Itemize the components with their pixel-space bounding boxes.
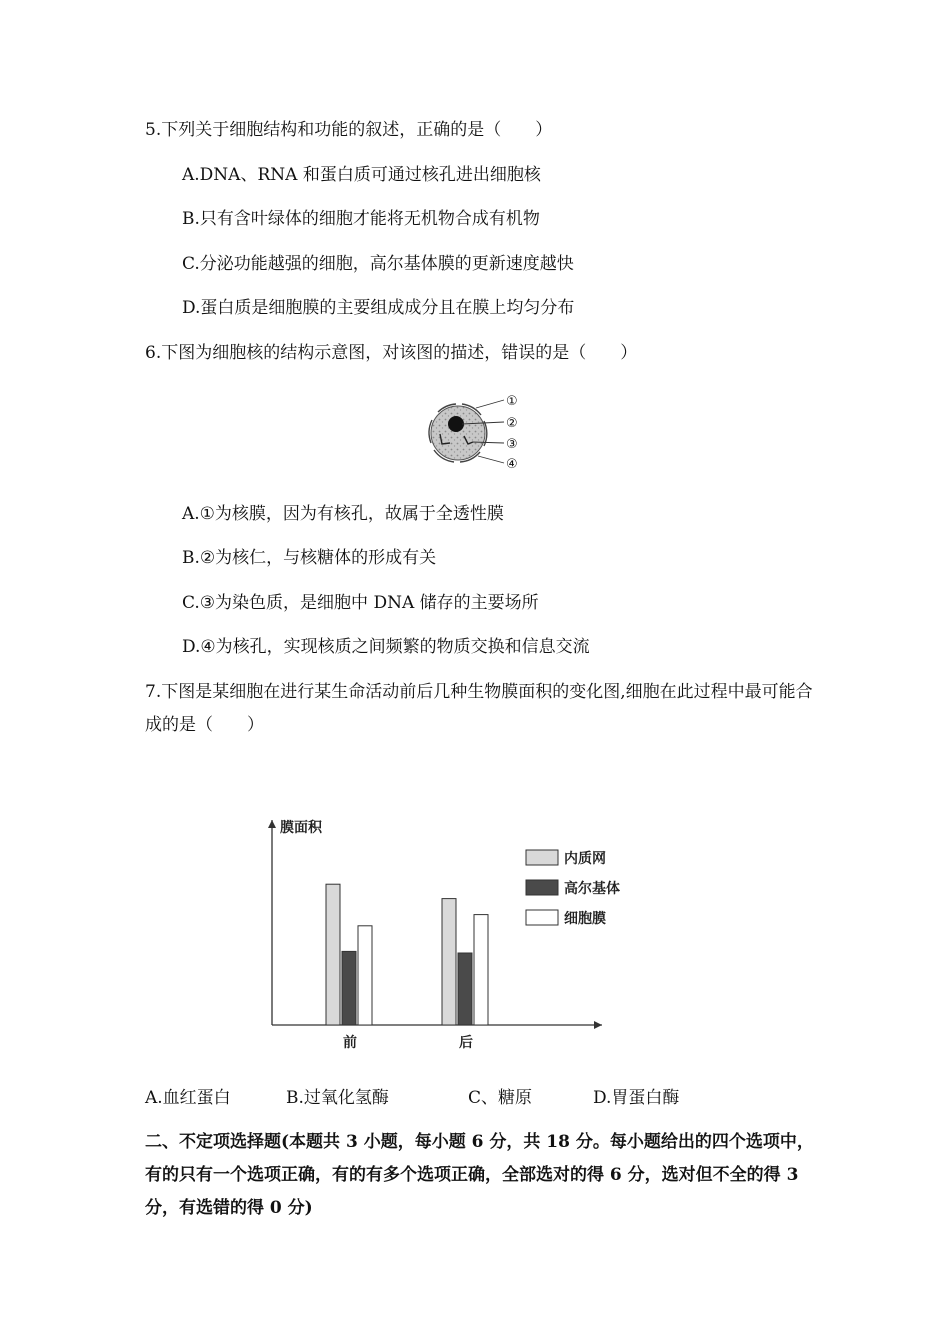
nucleus-diagram bbox=[420, 388, 540, 478]
x-axis-arrow bbox=[594, 1021, 602, 1029]
figure-label-3: ③ bbox=[506, 437, 518, 452]
section2-heading: 二、不定项选择题(本题共 3 小题，每小题 6 分，共 18 分。每小题给出的四个选项中，有的只有一个选项正确，有的有多个选项正确，全部选对的得 6 分，选对但不全的得 3 分，有选错的得 0 分) bbox=[145, 1132, 814, 1218]
q5-stem: 5.下列关于细胞结构和功能的叙述，正确的是（ ） bbox=[145, 120, 553, 140]
q7-option-c: C、糖原 bbox=[468, 1088, 533, 1108]
figure-label-1: ① bbox=[506, 394, 518, 409]
figure-label-2: ② bbox=[506, 416, 518, 431]
q6-option-d: D.④为核孔，实现核质之间频繁的物质交换和信息交流 bbox=[182, 637, 590, 657]
legend-swatch-高尔基体 bbox=[526, 880, 558, 895]
bar-细胞膜-后 bbox=[474, 915, 488, 1025]
x-tick-label-前: 前 bbox=[343, 1035, 357, 1051]
legend-swatch-内质网 bbox=[526, 850, 558, 865]
q6-option-c: C.③为染色质，是细胞中 DNA 储存的主要场所 bbox=[182, 593, 539, 613]
q7-option-a: A.血红蛋白 bbox=[145, 1088, 231, 1108]
bar-内质网-前 bbox=[326, 884, 340, 1025]
membrane-area-chart bbox=[262, 808, 622, 1058]
nucleoplasm bbox=[431, 406, 485, 460]
q7-stem: 7.下图是某细胞在进行某生命活动前后几种生物膜面积的变化图,细胞在此过程中最可能合成的是（ ） bbox=[145, 682, 813, 735]
q5-option-c: C.分泌功能越强的细胞，高尔基体膜的更新速度越快 bbox=[182, 254, 574, 274]
figure-label-4: ④ bbox=[506, 457, 518, 472]
bar-高尔基体-前 bbox=[342, 951, 356, 1025]
q5-option-d: D.蛋白质是细胞膜的主要组成成分且在膜上均匀分布 bbox=[182, 298, 575, 318]
q5-option-b: B.只有含叶绿体的细胞才能将无机物合成有机物 bbox=[182, 209, 540, 229]
bar-高尔基体-后 bbox=[458, 953, 472, 1025]
nucleolus bbox=[448, 416, 464, 432]
chart-bars bbox=[326, 884, 488, 1025]
legend-label-内质网: 内质网 bbox=[564, 851, 606, 867]
q6-option-b: B.②为核仁，与核糖体的形成有关 bbox=[182, 548, 437, 568]
q7-option-b: B.过氧化氢酶 bbox=[286, 1088, 389, 1108]
q6-option-a: A.①为核膜，因为有核孔，故属于全透性膜 bbox=[182, 504, 504, 524]
bar-细胞膜-前 bbox=[358, 926, 372, 1025]
y-axis-arrow bbox=[268, 820, 276, 828]
y-axis-label: 膜面积 bbox=[280, 820, 322, 836]
q6-stem: 6.下图为细胞核的结构示意图，对该图的描述，错误的是（ ） bbox=[145, 343, 638, 363]
q7-option-d: D.胃蛋白酶 bbox=[593, 1088, 680, 1108]
legend-label-细胞膜: 细胞膜 bbox=[564, 911, 606, 927]
legend-swatch-细胞膜 bbox=[526, 910, 558, 925]
x-tick-label-后: 后 bbox=[459, 1035, 473, 1051]
chart-legend bbox=[526, 850, 620, 927]
legend-label-高尔基体: 高尔基体 bbox=[564, 881, 620, 897]
bar-内质网-后 bbox=[442, 899, 456, 1025]
q5-option-a: A.DNA、RNA 和蛋白质可通过核孔进出细胞核 bbox=[182, 165, 541, 185]
